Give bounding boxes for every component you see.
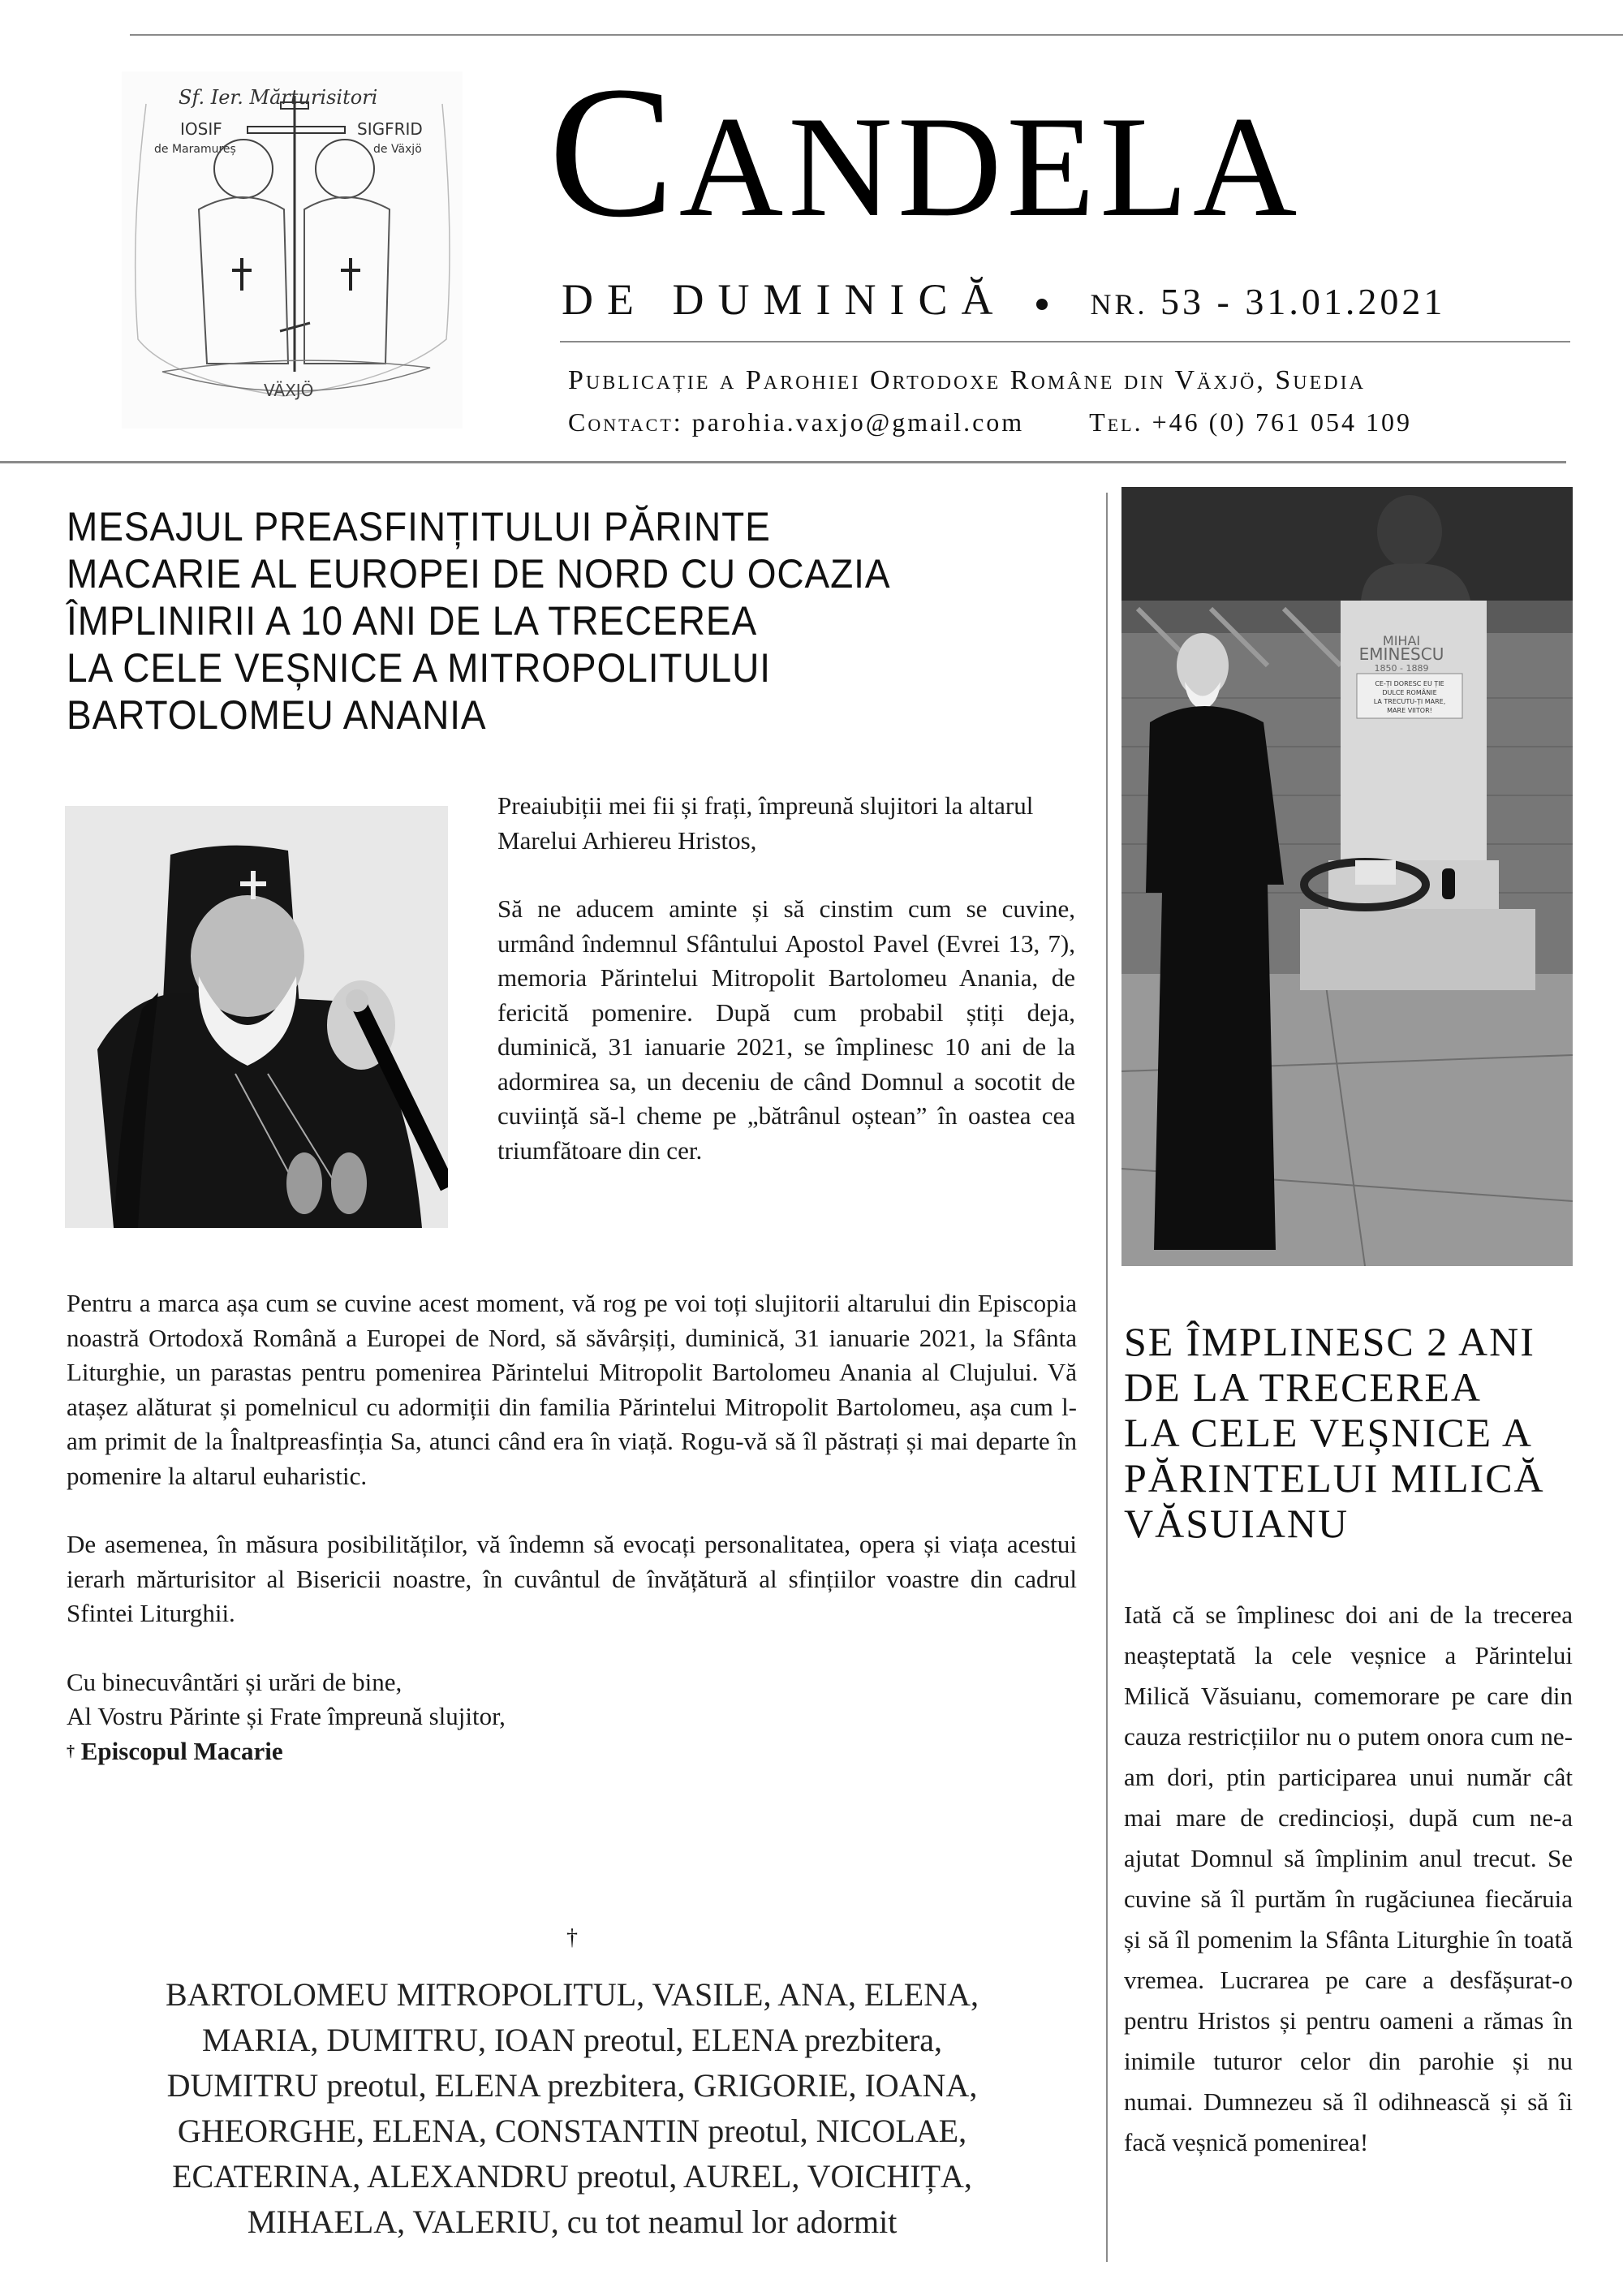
column-divider	[1106, 493, 1108, 2262]
saints-icon-drawing	[122, 71, 463, 429]
icon-bottom-label: VÄXJÖ	[264, 381, 314, 400]
issue-date: 31.01.2021	[1245, 281, 1446, 322]
pomelnic-line: BARTOLOMEU MITROPOLITUL, VASILE, ANA, ELENA,	[165, 1976, 979, 2013]
dagger-cross-icon: †	[67, 1742, 75, 1760]
contact-email-link[interactable]: parohia.vaxjo@gmail.com	[691, 407, 1025, 437]
icon-sketch-svg	[122, 71, 463, 429]
closing-line: Al Vostru Părinte și Frate împreună slujitor,	[67, 1702, 506, 1730]
masthead-title	[549, 48, 1302, 256]
intro-text-column	[497, 789, 1075, 1202]
pomelnic-line: MARIA, DUMITRU, IOAN preotul, ELENA prezbitera,	[201, 2022, 943, 2058]
side-headline-line: VĂSUIANU	[1124, 1501, 1350, 1546]
body-paragraph: Pentru a marca așa cum se cuvine acest moment, vă rog pe voi toți slujitorii altarului din Episcopia noastră Ortodoxă Română a Europei de Nord, să săvârșiți, duminică, 31 ianuarie 2021, la Sfânta Liturghie, un parastas pentru pomenirea Părintelui Mitropolit Bartolomeu Anania al Clujului. Vă atașez alăturat și pomelnicul cu adormiții din familia Părintelui Mitropolit Bartolomeu, așa cum l-am primit de la Înaltpreasfinția Sa, atunci când era în viață. Rogu-vă să îl păstrați și mai departe în pomenire la altarul euharistic.	[67, 1289, 1077, 1490]
side-headline-line: PĂRINTELUI MILICĂ	[1124, 1455, 1545, 1501]
metropolitan-photo-svg	[65, 806, 448, 1228]
priest-statue-photo-svg	[1121, 487, 1573, 1266]
masthead-sub-rule	[560, 341, 1570, 342]
subtitle-text: DE DUMINICĂ	[562, 275, 1007, 324]
statue-plaque-line: DULCE ROMÂNIE	[1382, 689, 1437, 696]
icon-caption-top: Sf. Ier. Mărturisitori	[179, 86, 378, 109]
masthead-subtitle	[562, 274, 1445, 325]
statue-plaque-line: CE-ȚI DORESC EU ȚIE	[1375, 680, 1444, 687]
statue-years: 1850 - 1889	[1374, 663, 1429, 674]
icon-name-left: IOSIF	[180, 119, 222, 139]
issue-number: 53	[1160, 281, 1204, 322]
publisher-line: Publicație a Parohiei Ortodoxe Române din Växjö, Suedia	[568, 365, 1366, 395]
icon-name-right: SIGFRID	[357, 119, 423, 139]
greeting-paragraph: Preaiubiții mei fii și frați, împreună slujitori la altarul Marelui Arhiereu Hristos,	[497, 791, 1034, 855]
pomelnic-line: GHEORGHE, ELENA, CONSTANTIN preotul, NICOLAE,	[177, 2113, 967, 2149]
priest-statue-photo	[1121, 487, 1573, 1266]
pomelnic-line: DUMITRU preotul, ELENA prezbitera, GRIGORIE, IOANA,	[166, 2067, 978, 2104]
issue-info	[1090, 281, 1445, 322]
icon-place-right: de Växjö	[373, 143, 422, 156]
statue-plaque-line: MARE VIITOR!	[1387, 707, 1432, 714]
masthead-bottom-rule	[0, 461, 1566, 463]
side-headline-line: DE LA TRECEREA	[1124, 1364, 1482, 1410]
top-rule	[130, 34, 1623, 36]
issue-prefix: NR.	[1090, 288, 1148, 321]
main-article-body	[67, 1286, 1077, 1768]
phone-label: Tel.	[1089, 407, 1143, 437]
closing-line: Cu binecuvântări și urări de bine,	[67, 1667, 403, 1696]
title-rest: ANDELA	[678, 86, 1302, 247]
metropolitan-photo	[65, 806, 448, 1228]
pomelnic-list	[89, 1972, 1055, 2245]
body-paragraph: De asemenea, în măsura posibilităților, vă îndemn să evocați personalitatea, opera și viața acestui ierarh mărturisitor al Bisericii noastre, în cuvântul de învățătură al sfințiilor voastre din cadrul Sfintei Liturghii.	[67, 1530, 1077, 1627]
main-article-headline	[67, 503, 992, 739]
pomelnic-line: ECATERINA, ALEXANDRU preotul, AUREL, VOICHIȚA,	[172, 2158, 972, 2195]
side-article-headline	[1124, 1319, 1595, 1546]
icon-place-left: de Maramureș	[154, 143, 236, 156]
contact-line	[568, 407, 1412, 437]
contact-label: Contact:	[568, 407, 683, 437]
pomelnic-line: MIHAELA, VALERIU, cu tot neamul lor adormit	[247, 2203, 898, 2240]
headline-line: BARTOLOMEU ANANIA	[67, 692, 487, 738]
headline-line: LA CELE VEȘNICE A MITROPOLITULUI	[67, 645, 771, 691]
signature-name: Episcopul Macarie	[80, 1736, 283, 1765]
title-initial: C	[549, 48, 679, 256]
statue-plaque-line: LA TRECUTU-ȚI MARE,	[1373, 698, 1446, 705]
issue-separator: -	[1216, 281, 1233, 322]
side-headline-line: SE ÎMPLINESC 2 ANI	[1124, 1319, 1535, 1364]
headline-line: ÎMPLINIRII A 10 ANI DE LA TRECEREA	[67, 598, 758, 644]
headline-line: MACARIE AL EUROPEI DE NORD CU OCAZIA	[67, 551, 891, 597]
phone-number: +46 (0) 761 054 109	[1152, 407, 1412, 437]
side-article-body: Iată că se împlinesc doi ani de la trecerea neașteptată la cele veșnice a Părintelui Milică Văsuianu, comemorare pe care din cauza restricțiilor nu o putem onora cum ne-am dori, ptin participarea unui număr cât mai mare de credincioși, după cum ne-a ajutat Domnul să împlinim anul trecut. Se cuvine să îl purtăm în rugăciunea fiecăruia și să îl pomenim la Sfânta Liturghie în toată vremea. Lucrarea pe care a desfășurat-o pentru Hristos și pentru oameni a rămas în inimile tuturor celor din parohie și nu numai. Dumnezeu să îl odihnească și să îi facă veșnică pomenirea!	[1124, 1600, 1573, 2156]
statue-name-1: MIHAI	[1382, 633, 1421, 648]
signature	[67, 1734, 1077, 1769]
pomelnic-cross-icon: †	[566, 1925, 578, 1950]
intro-paragraph: Să ne aducem aminte și să cinstim cum se cuvine, urmând îndemnul Sfântului Apostol Pavel (Evrei 13, 7), memoria Părintelui Mitropolit Bartolomeu Anania, de fericită pomenire. După cum probabil știți deja, duminică, 31 ianuarie 2021, se împlinesc 10 ani de la adormirea sa, un deceniu de când Domnul a socotit de cuviință să-l cheme pe „bătrânul oștean” în oastea cea triumfătoare din cer.	[497, 894, 1075, 1165]
statue-name-2: EMINESCU	[1358, 644, 1444, 664]
headline-line: MESAJUL PREASFINȚITULUI PĂRINTE	[67, 504, 771, 549]
side-headline-line: LA CELE VEȘNICE A	[1124, 1410, 1533, 1455]
bullet-dot-icon	[1036, 299, 1048, 310]
